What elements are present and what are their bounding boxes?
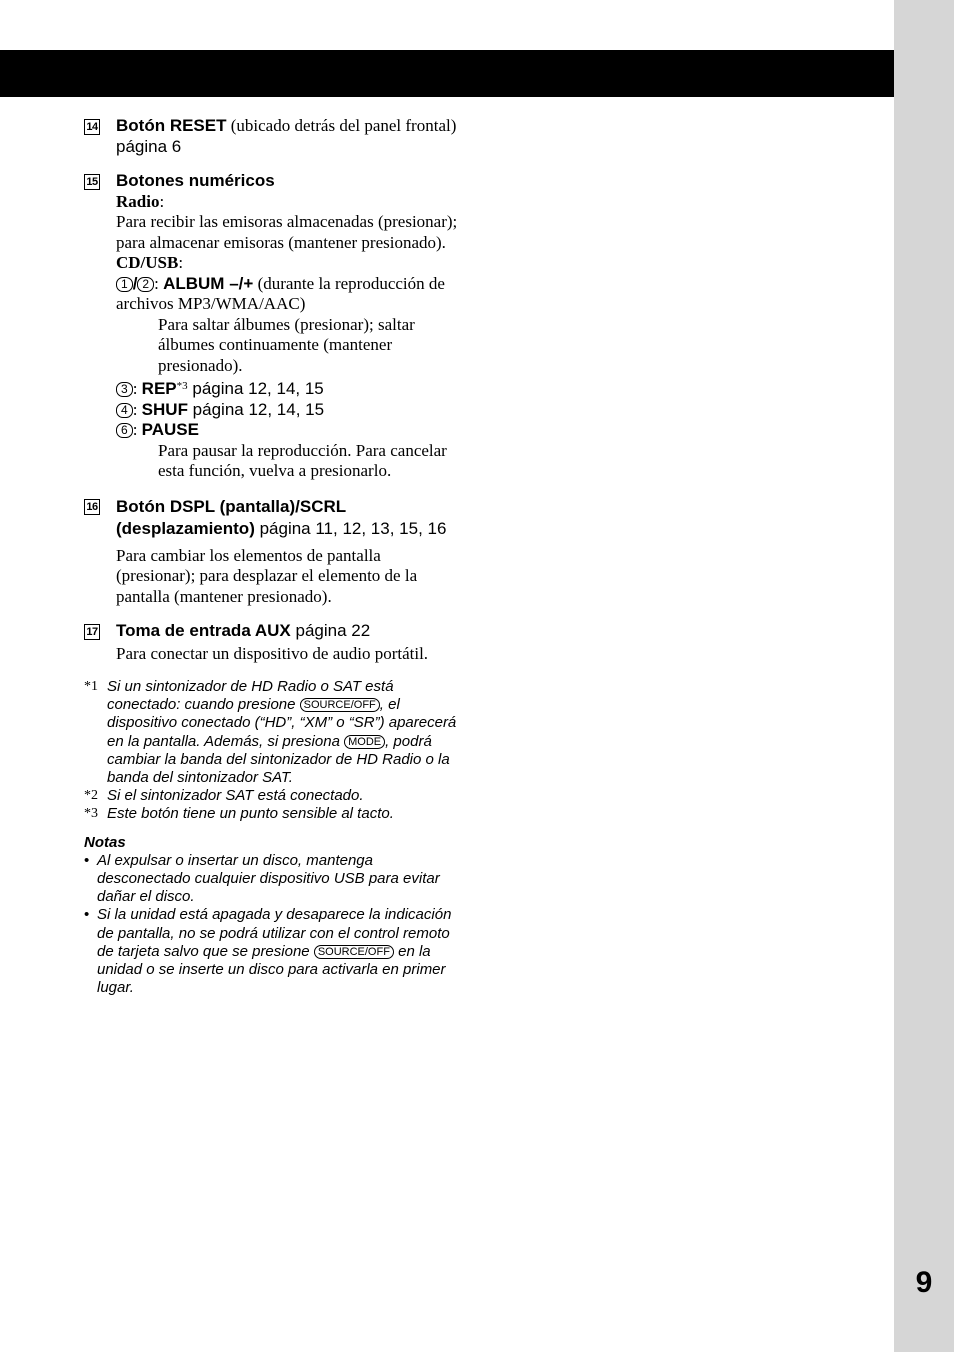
- item-dspl-button: [84, 496, 464, 608]
- rep-footnote-mark: *3: [176, 380, 188, 392]
- rep-page-reference: página 12, 14, 15: [187, 379, 324, 398]
- footnote: [84, 787, 464, 805]
- item-text: Para cambiar los elementos de pantalla (presionar); para desplazar el elemento de la pantalla (mantener presionado).: [116, 545, 418, 606]
- cdusb-label: CD/USB: [116, 253, 179, 272]
- footnote: [84, 678, 464, 787]
- rep-label: REP: [141, 379, 177, 398]
- note-text: Al expulsar o insertar un disco, mantenga desconectado cualquier dispositivo USB para evitar dañar el disco.: [97, 851, 440, 906]
- item-number: 16: [84, 499, 100, 515]
- note-text: Si la unidad está apagada y desaparece la indicación de pantalla, no se podrá utilizar con el control remoto de tarjeta salvo que se presione: [97, 906, 452, 960]
- radio-label: Radio: [116, 191, 160, 211]
- item-title: Botones numéricos: [116, 171, 275, 190]
- footnote: [84, 805, 464, 823]
- footnote-mark: *3: [84, 806, 98, 822]
- key-1: 1: [116, 277, 133, 292]
- item-number-buttons: 15 Botones numéricos Radio: Para recibir las emisoras almacenadas (presionar); para almacenar emisoras (mantener presionado). CD/USB: 1 / 2 : ALBUM –/+ (durante la reproducción de archivos MP3/WMA/AAC) Para saltar álbumes (presionar); saltar álbumes continuamente (mantener presionado). 3 : REP$^{*3}$ página 12, 14, 15 4 : SHUF página 12, 14, 15 6 : PAUSE Para pausar la reproducción. Para cancelar esta función, vuelva a presionarlo.: [84, 171, 464, 482]
- key-4: 4: [116, 403, 133, 418]
- item-reset-button: [84, 116, 464, 157]
- album-text: Para saltar álbumes (presionar); saltar álbumes continuamente (mantener presionado).: [158, 314, 415, 375]
- footnote-text: , podrá cambiar la banda del sintonizador de HD Radio o la banda del sintonizador SAT.: [107, 732, 450, 787]
- key-3: 3: [116, 382, 133, 397]
- footnote-text: Este botón tiene un punto sensible al tacto.: [107, 805, 394, 823]
- footnotes: [84, 678, 464, 824]
- item-title: Botón RESET: [116, 116, 227, 135]
- notes-title: Notas: [84, 833, 126, 851]
- note-item: [84, 906, 464, 997]
- item-number: 14: [84, 119, 100, 135]
- footnote-mark: *1: [84, 679, 98, 694]
- footnote-text: , el dispositivo conectado (“HD”, “XM” o “SR”) aparecerá en la pantalla. Además, si presiona: [107, 696, 457, 750]
- side-tab-strip: [894, 0, 954, 1352]
- page-reference: página 11, 12, 13, 15, 16: [254, 518, 447, 538]
- notes-section: [84, 834, 464, 998]
- note-text: en la unidad o se inserte un disco para activarla en primer lugar.: [97, 942, 446, 997]
- radio-text: Para recibir las emisoras almacenadas (presionar); para almacenar emisoras (mantener presionado).: [116, 212, 458, 252]
- bullet-icon: •: [84, 851, 90, 869]
- key-2: 2: [137, 277, 154, 292]
- source-off-key: SOURCE/OFF: [300, 698, 380, 712]
- mode-key: MODE: [344, 735, 385, 749]
- item-title: Toma de entrada AUX: [116, 621, 291, 640]
- page-number: 9: [915, 1266, 933, 1299]
- shuf-page-reference: página 12, 14, 15: [187, 399, 325, 419]
- album-label: ALBUM –/+: [163, 273, 254, 293]
- shuf-label: SHUF: [141, 399, 188, 419]
- bullet-icon: •: [84, 906, 90, 924]
- item-number: 17: [84, 624, 100, 640]
- source-off-key: SOURCE/OFF: [314, 945, 394, 959]
- header-bar: [0, 50, 894, 97]
- footnote-text: Si el sintonizador SAT está conectado.: [107, 787, 364, 805]
- page-reference: página 22: [290, 621, 371, 640]
- item-title: Botón DSPL (pantalla)/SCRL (desplazamiento): [116, 496, 346, 538]
- page-reference: página 6: [116, 136, 182, 156]
- album-description: (durante la reproducción de archivos MP3/WMA/AAC): [116, 273, 445, 313]
- pause-text: Para pausar la reproducción. Para cancelar esta función, vuelva a presionarlo.: [158, 440, 447, 480]
- item-aux-input: [84, 621, 464, 664]
- pause-label: PAUSE: [141, 420, 199, 439]
- content-column: [84, 116, 464, 997]
- footnote-text: Si un sintonizador de HD Radio o SAT está conectado: cuando presione: [107, 678, 394, 714]
- key-6: 6: [116, 423, 133, 438]
- note-item: [84, 852, 464, 907]
- footnote-mark: *2: [84, 788, 98, 804]
- item-description: (ubicado detrás del panel frontal): [226, 116, 457, 135]
- item-text: Para conectar un dispositivo de audio portátil.: [116, 643, 429, 663]
- item-number: 15: [84, 174, 100, 190]
